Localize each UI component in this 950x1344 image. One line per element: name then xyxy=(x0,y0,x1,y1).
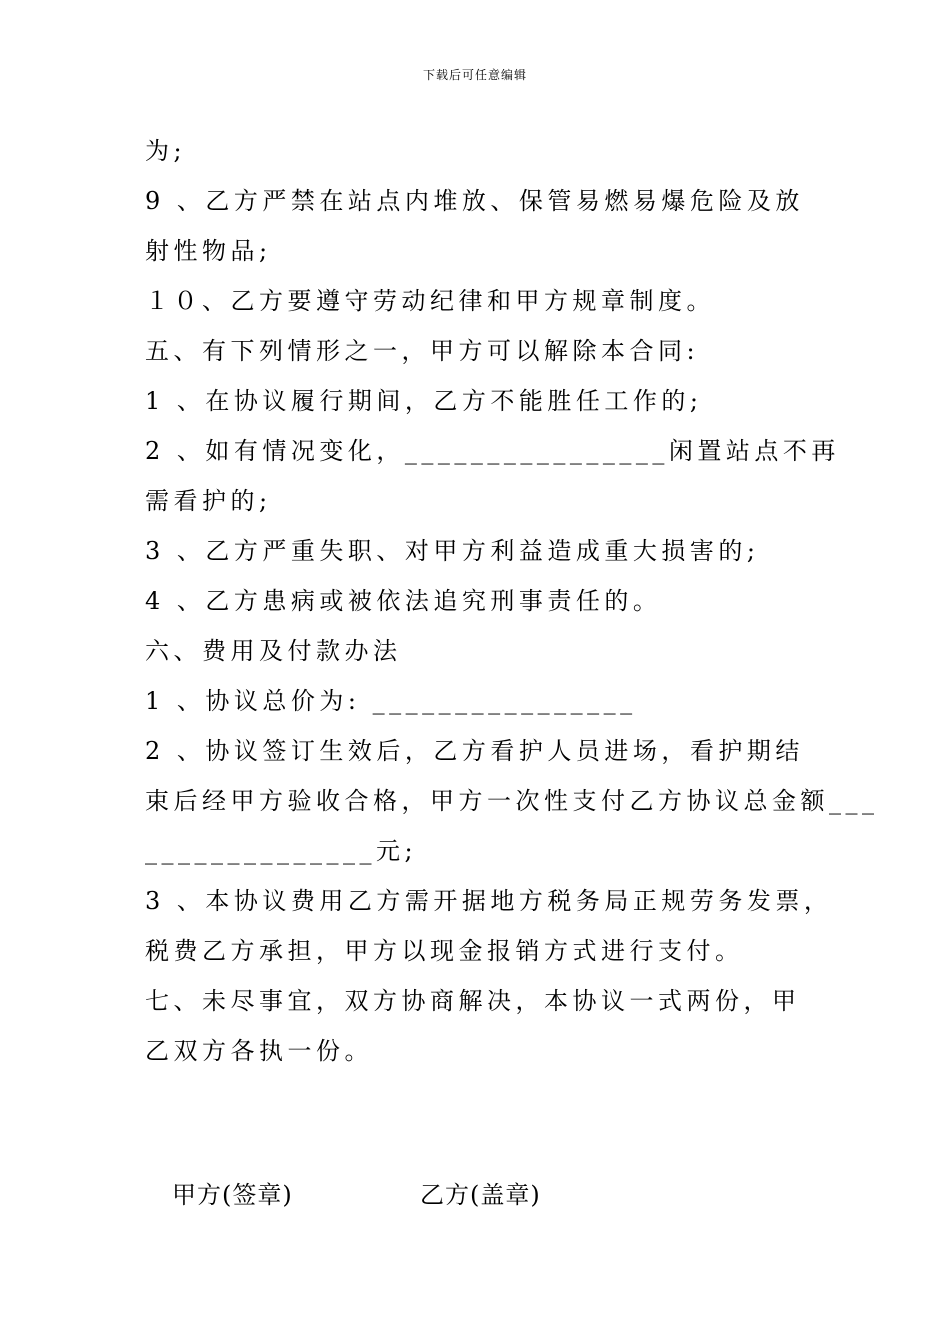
text-line: 束后经甲方验收合格，甲方一次性支付乙方协议总金额___ xyxy=(145,787,879,815)
text-line: 需看护的; xyxy=(145,487,272,515)
text-line: 2 、协议签订生效后，乙方看护人员进场，看护期结 xyxy=(145,737,804,765)
text-line: ______________元; xyxy=(145,837,418,865)
text-line: 射性物品; xyxy=(145,237,272,265)
text-line: 4 、乙方患病或被依法追究刑事责任的。 xyxy=(145,587,662,615)
section-heading: 七、未尽事宜，双方协商解决，本协议一式两份，甲 xyxy=(145,987,801,1015)
text-line: 1 、在协议履行期间，乙方不能胜任工作的; xyxy=(145,387,703,415)
text-line: 9 、乙方严禁在站点内堆放、保管易燃易爆危险及放 xyxy=(145,187,804,215)
section-heading: 六、费用及付款办法 xyxy=(145,637,402,665)
page-header-note: 下载后可任意编辑 xyxy=(422,68,527,82)
party-a-signature-label: 甲方(签章) xyxy=(172,1181,293,1209)
text-line: 乙双方各执一份。 xyxy=(145,1037,373,1065)
text-line: 3 、本协议费用乙方需开据地方税务局正规劳务发票， xyxy=(145,887,833,915)
text-line: 2 、如有情况变化，________________闲置站点不再 xyxy=(145,437,840,465)
party-b-seal-label: 乙方(盖章) xyxy=(420,1181,541,1209)
text-line: 3 、乙方严重失职、对甲方利益造成重大损害的; xyxy=(145,537,760,565)
text-line: 为; xyxy=(145,137,187,165)
text-line: 税费乙方承担，甲方以现金报销方式进行支付。 xyxy=(145,937,744,965)
text-line: 1 、协议总价为: ________________ xyxy=(145,687,637,715)
text-line: １０、乙方要遵守劳动纪律和甲方规章制度。 xyxy=(145,287,715,315)
section-heading: 五、有下列情形之一，甲方可以解除本合同: xyxy=(145,337,700,365)
